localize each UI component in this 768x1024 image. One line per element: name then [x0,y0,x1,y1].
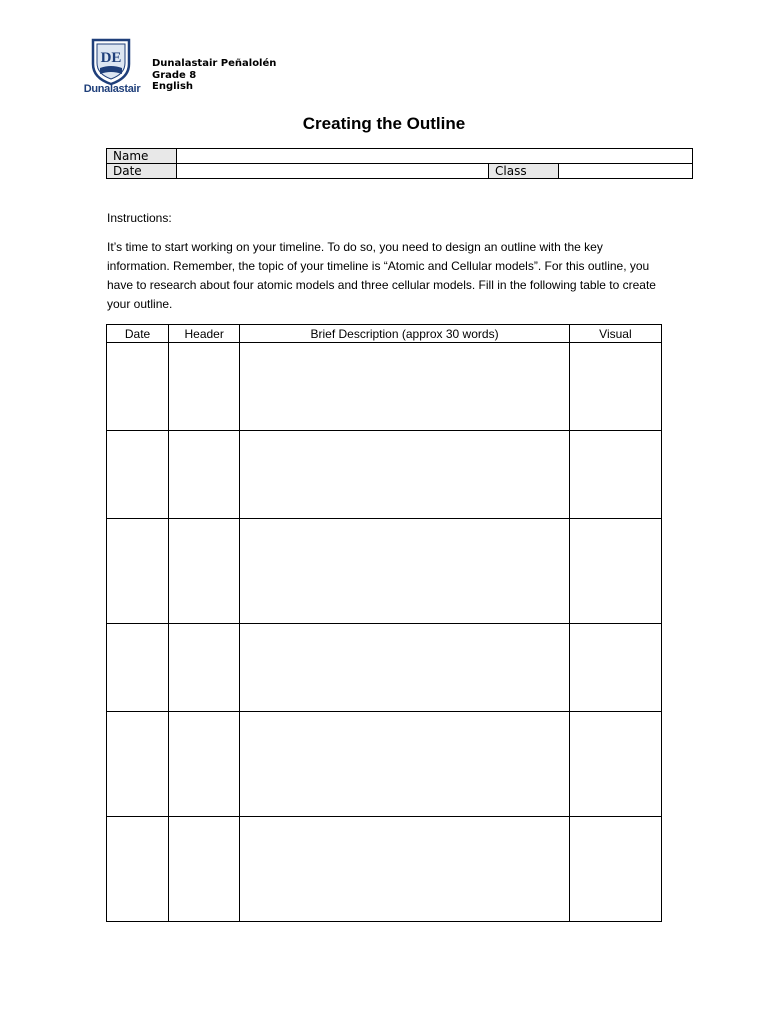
outline-header-row [107,325,662,343]
student-info-table [106,148,693,179]
description-cell[interactable] [240,817,570,922]
header-cell[interactable] [169,817,240,922]
description-cell[interactable] [240,712,570,817]
date-cell[interactable] [107,519,169,624]
name-row [107,149,693,164]
date-label: Date [107,164,177,179]
name-field[interactable] [177,149,693,164]
header-cell[interactable] [169,343,240,431]
date-cell[interactable] [107,712,169,817]
date-cell[interactable] [107,817,169,922]
date-cell[interactable] [107,343,169,431]
table-row [107,817,662,922]
description-cell[interactable] [240,343,570,431]
logo-wordmark: Dunalastair [83,83,141,95]
subject-label: English [152,81,194,92]
column-header-header: Header [169,325,240,343]
column-header-visual: Visual [569,325,661,343]
date-class-row [107,164,693,179]
date-cell[interactable] [107,431,169,519]
school-name: Dunalastair Peñalolén [152,58,277,69]
class-field[interactable] [559,164,693,179]
class-label: Class [489,164,559,179]
table-row [107,343,662,431]
shield-icon [80,38,142,86]
table-row [107,519,662,624]
date-field[interactable] [177,164,489,179]
description-cell[interactable] [240,624,570,712]
visual-cell[interactable] [569,712,661,817]
description-cell[interactable] [240,519,570,624]
description-cell[interactable] [240,431,570,519]
table-row [107,712,662,817]
visual-cell[interactable] [569,343,661,431]
instructions-label: Instructions: [107,211,172,225]
svg-text:DE: DE [100,50,122,66]
outline-table [106,324,662,922]
header-cell[interactable] [169,624,240,712]
visual-cell[interactable] [569,624,661,712]
header-cell[interactable] [169,712,240,817]
name-label: Name [107,149,177,164]
instructions-text: It’s time to start working on your timeline. To do so, you need to design an outline with the key information. Remember, the topic of your timeline is “Atomic and Cellular models”. For this outline, you have to research about four atomic models and three cellular models. Fill in the following table to create your outline. [107,240,656,311]
date-cell[interactable] [107,624,169,712]
school-header [152,58,276,93]
visual-cell[interactable] [569,817,661,922]
visual-cell[interactable] [569,431,661,519]
page-title: Creating the Outline [302,114,466,133]
table-row [107,624,662,712]
column-header-description: Brief Description (approx 30 words) [240,325,570,343]
header-cell[interactable] [169,519,240,624]
column-header-date: Date [107,325,169,343]
grade-label: Grade 8 [152,69,197,81]
header-cell[interactable] [169,431,240,519]
visual-cell[interactable] [569,519,661,624]
table-row [107,431,662,519]
